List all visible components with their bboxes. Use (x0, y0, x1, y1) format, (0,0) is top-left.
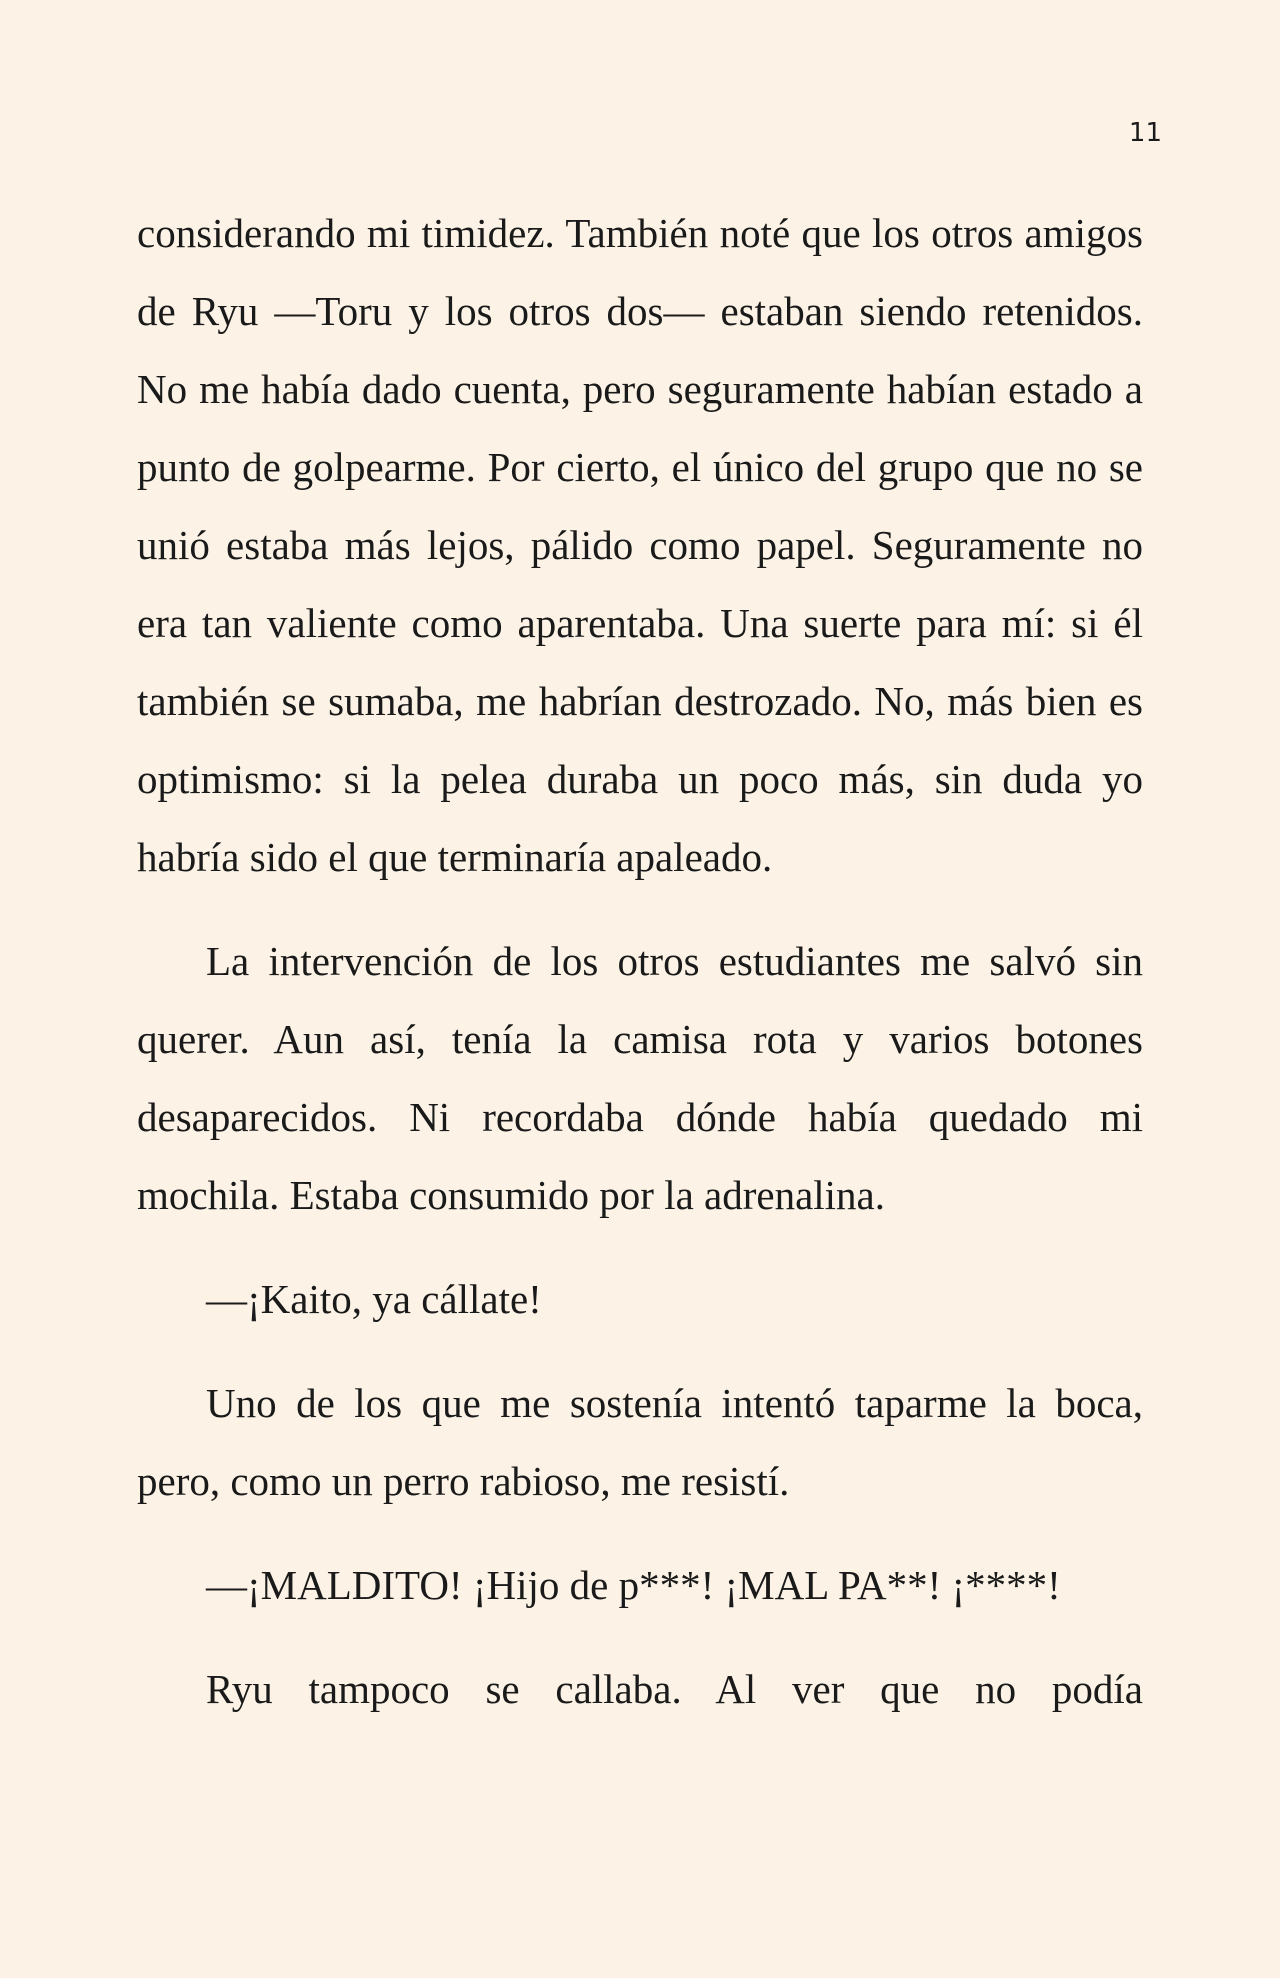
dialogue-line: —¡Kaito, ya cállate! (206, 1276, 542, 1322)
dialogue-line: —¡MALDITO! ¡Hijo de p***! ¡MAL PA**! ¡****! (206, 1562, 1061, 1608)
paragraph: Uno de los que me sostenía intentó taparme la boca, pero, como un perro rabioso, me resistí. (137, 1380, 1143, 1504)
paragraph: considerando mi timidez. También noté que los otros amigos de Ryu —Toru y los otros dos— estaban siendo retenidos. No me había dado cuenta, pero seguramente habían estado a punto de golpearme. Por cierto, el único del grupo que no se unió estaba más lejos, pálido como papel. Seguramente no era tan valiente como aparentaba. Una suerte para mí: si él también se sumaba, me habrían destrozado. No, más bien es optimismo: si la pelea duraba un poco más, sin duda yo habría sido el que terminaría apaleado. (137, 210, 1143, 880)
page-body (137, 194, 1143, 1728)
paragraph: La intervención de los otros estudiantes me salvó sin querer. Aun así, tenía la camisa rota y varios botones desaparecidos. Ni recordaba dónde había quedado mi mochila. Estaba consumido por la adrenalina. (137, 938, 1143, 1218)
page-number: 11 (1128, 118, 1162, 148)
paragraph: Ryu tampoco se callaba. Al ver que no podía (206, 1666, 1143, 1712)
